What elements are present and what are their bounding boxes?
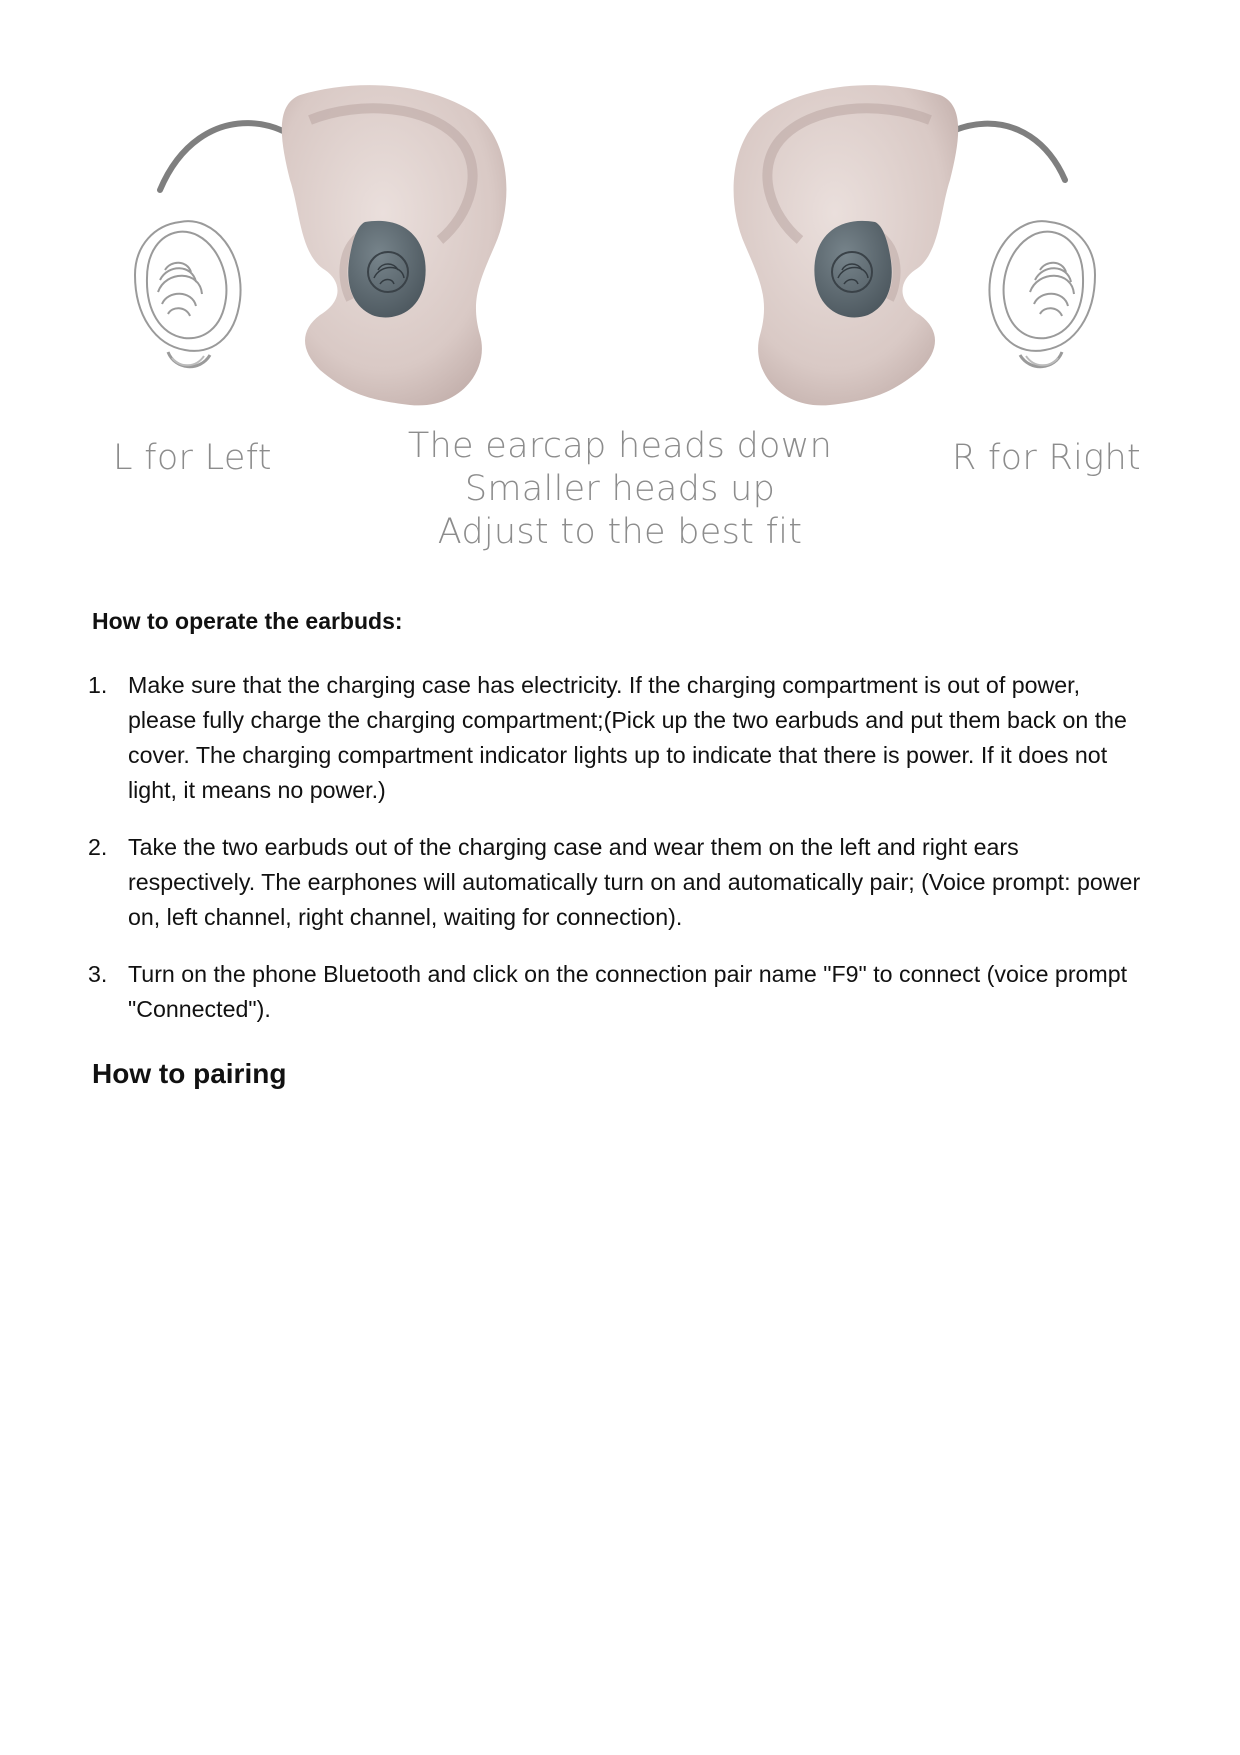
right-earbud-outline-icon: [989, 221, 1095, 366]
pairing-heading: How to pairing: [92, 1058, 287, 1089]
list-item-number: 2.: [88, 834, 108, 860]
list-item-text: Turn on the phone Bluetooth and click on the connection pair name "F9" to connect (voice prompt "Connected").: [128, 961, 1128, 1022]
section-heading: How to operate the earbuds:: [92, 608, 403, 634]
list-item-number: 3.: [88, 961, 108, 987]
list-item-number: 1.: [88, 672, 108, 698]
list-item-text: Take the two earbuds out of the charging case and wear them on the left and right ears respectively. The earphones will automatically turn on and automatically pair; (Voice prompt: power on, left channel, right channel, waiting for connection).: [128, 834, 1141, 930]
caption-center-line: Smaller heads up: [464, 469, 776, 509]
list-item: [88, 668, 1148, 808]
caption-left: L for Left: [113, 438, 272, 478]
list-item: [88, 957, 1148, 1027]
list-item-text: Make sure that the charging case has electricity. If the charging compartment is out of power, please fully charge the charging compartment;(Pick up the two earbuds and put them back on the cover. The charging compartment indicator lights up to indicate that there is power. If it does not light, it means no power.): [128, 672, 1127, 803]
caption-center: [400, 425, 840, 554]
caption-right: R for Right: [952, 438, 1141, 478]
instruction-list: [88, 668, 1148, 1049]
caption-center-line: Adjust to the best fit: [437, 512, 803, 552]
left-side-figure: [135, 85, 506, 405]
list-item: [88, 830, 1148, 935]
left-earbud-outline-icon: [135, 221, 241, 366]
right-side-figure: [734, 85, 1095, 405]
caption-center-line: The earcap heads down: [407, 426, 833, 466]
